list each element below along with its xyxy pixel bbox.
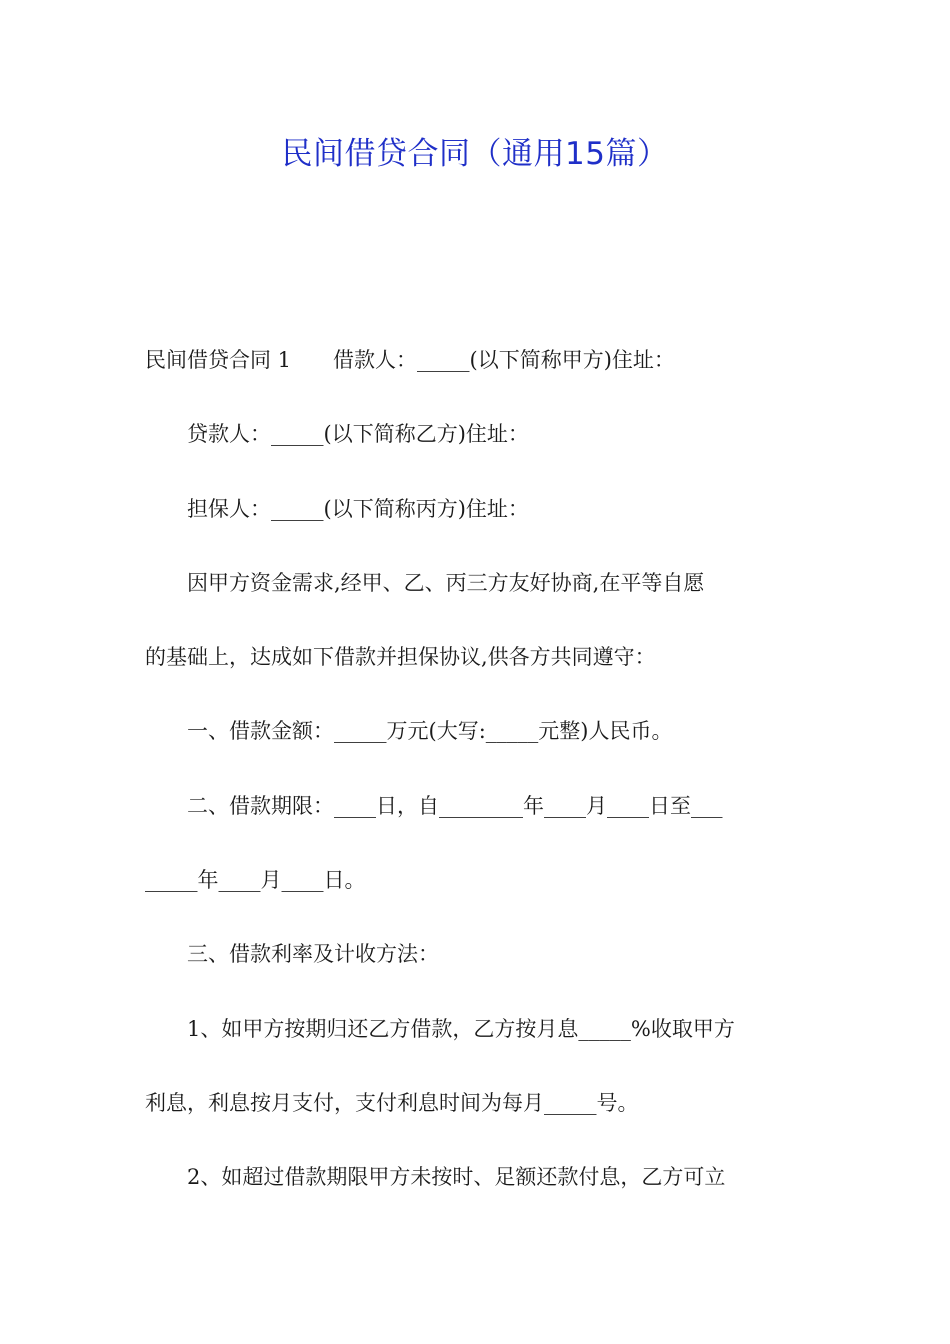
body-line: 三、借款利率及计收方法：: [145, 942, 439, 967]
body-line: 二、借款期限：____日，自________年____月____日至___: [145, 793, 723, 818]
document-title: 民间借贷合同（通用15篇）: [281, 136, 669, 172]
body-line: 贷款人：_____(以下简称乙方)住址：: [145, 422, 529, 447]
body-line: 1、如甲方按期归还乙方借款，乙方按月息_____%收取甲方: [145, 1016, 735, 1041]
body-line: 一、借款金额：_____万元(大写:_____元整)人民币。: [145, 719, 673, 744]
document-body: [145, 338, 810, 1230]
body-line: 利息，利息按月支付，支付利息时间为每月_____号。: [145, 1090, 639, 1115]
body-line: 的基础上，达成如下借款并担保协议,供各方共同遵守：: [145, 645, 656, 670]
body-line: _____年____月____日。: [145, 868, 366, 893]
body-line: 2、如超过借款期限甲方未按时、足额还款付息，乙方可立: [145, 1165, 726, 1190]
body-line: 因甲方资金需求,经甲、乙、丙三方友好协商,在平等自愿: [145, 570, 705, 595]
body-line: 担保人：_____(以下简称丙方)住址：: [145, 496, 529, 521]
body-line: 民间借贷合同 1 借款人：_____(以下简称甲方)住址：: [145, 348, 675, 372]
